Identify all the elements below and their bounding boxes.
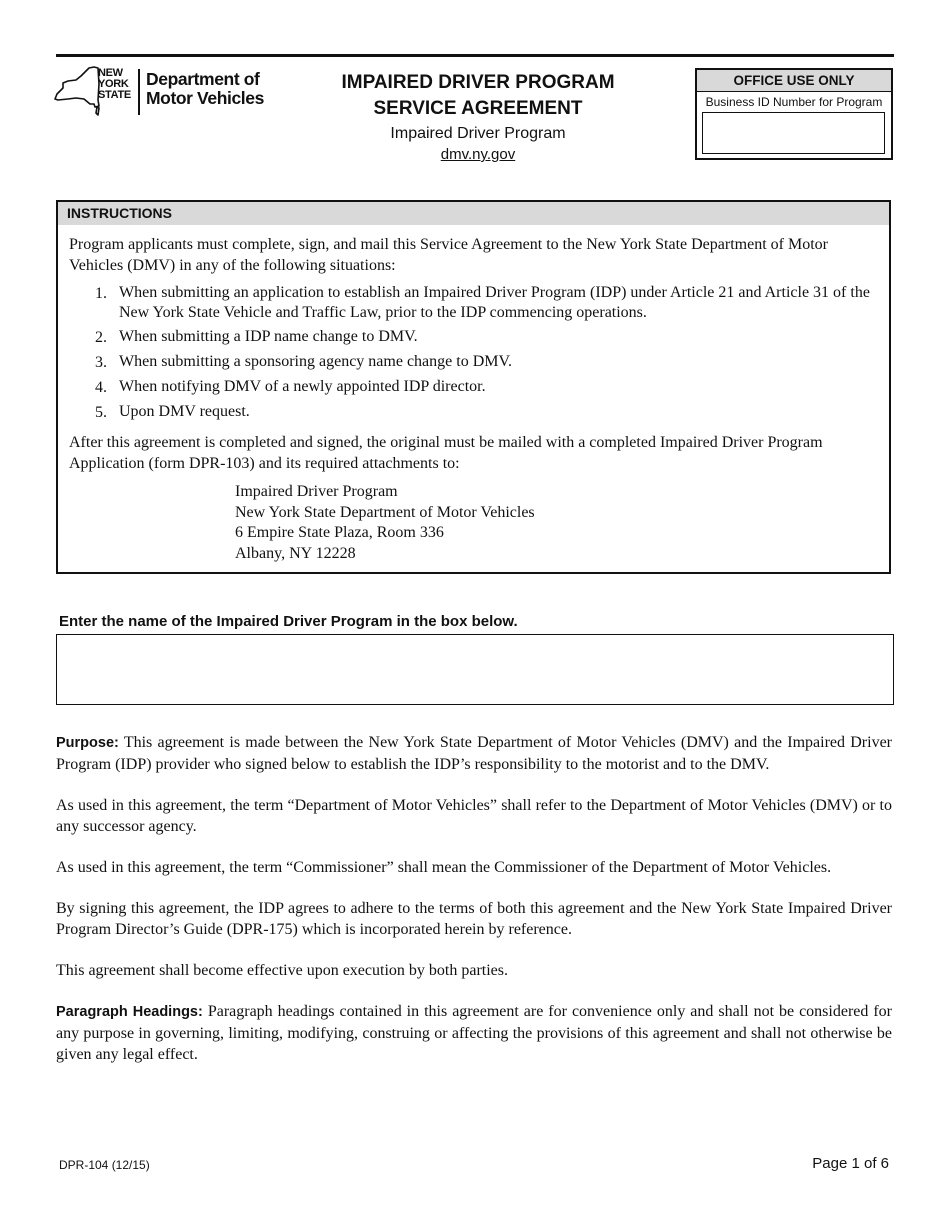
page-number: Page 1 of 6 — [812, 1155, 889, 1172]
list-item: 1. When submitting an application to establish an Impaired Driver Program (IDP) under Article 21 and Article 31 of the New York State Vehicle and Traffic Law, prior to the IDP commencing operations. — [95, 284, 870, 321]
instructions-after: After this agreement is completed and signed, the original must be mailed with a completed Impaired Driver Program Application (form DPR-103) and its required attachments to: — [69, 434, 823, 472]
title-block — [300, 70, 656, 165]
instructions-box — [56, 200, 891, 574]
paragraph-headings-label: Paragraph Headings: — [56, 1004, 203, 1020]
program-name-label: Enter the name of the Impaired Driver Program in the box below. — [59, 613, 518, 630]
commissioner-definition-paragraph: As used in this agreement, the term “Commissioner” shall mean the Commissioner of the Department of Motor Vehicles. — [56, 859, 832, 876]
adherence-paragraph: By signing this agreement, the IDP agrees to adhere to the terms of both this agreement and the New York State Impaired Driver Program Director’s Guide (DPR-175) which is incorporated herein by reference. — [56, 900, 892, 938]
agreement-text — [56, 732, 892, 1085]
address-line: Impaired Driver Program — [235, 483, 398, 500]
office-use-heading: OFFICE USE ONLY — [697, 70, 891, 92]
dept-wordmark: Department of Motor Vehicles — [146, 69, 264, 108]
top-rule — [56, 54, 894, 57]
address-line: 6 Empire State Plaza, Room 336 — [235, 524, 444, 541]
form-subtitle: Impaired Driver Program — [390, 125, 566, 142]
dmv-definition-paragraph: As used in this agreement, the term “Department of Motor Vehicles” shall refer to the Department of Motor Vehicles (DMV) or to any successor agency. — [56, 797, 892, 835]
business-id-label: Business ID Number for Program — [705, 95, 883, 109]
purpose-paragraph: Purpose: This agreement is made between the New York State Department of Motor Vehicles (DMV) and the Impaired Driver Program (IDP) provider who signed below to establish the IDP’s responsibility to the motorist and to the DMV. — [56, 734, 893, 773]
office-use-box — [695, 68, 893, 160]
situations-list — [69, 283, 879, 423]
list-item: 4. When notifying DMV of a newly appointed IDP director. — [95, 378, 486, 396]
program-name-field[interactable] — [56, 634, 894, 705]
logo-divider — [138, 69, 140, 115]
business-id-field[interactable] — [702, 112, 885, 154]
mailing-address — [235, 482, 879, 564]
address-line: Albany, NY 12228 — [235, 544, 356, 562]
form-id: DPR-104 (12/15) — [59, 1158, 150, 1172]
dmv-website-link[interactable]: dmv.ny.gov — [440, 146, 516, 163]
form-title-line2: SERVICE AGREEMENT — [373, 98, 583, 119]
paragraph-headings-paragraph: Paragraph Headings: Paragraph headings contained in this agreement are for convenience only and shall not be considered for any purpose in governing, limiting, modifying, construing or affecting the provisions of this agreement and shall not otherwise be given any legal effect. — [56, 1003, 893, 1063]
form-title-line1: IMPAIRED DRIVER PROGRAM — [341, 72, 615, 93]
address-line: New York State Department of Motor Vehicles — [235, 503, 535, 521]
list-item: 3. When submitting a sponsoring agency name change to DMV. — [95, 353, 512, 371]
nys-dmv-logo — [54, 66, 269, 118]
list-item: 2. When submitting a IDP name change to DMV. — [95, 328, 418, 346]
list-item: 5. Upon DMV request. — [95, 403, 250, 421]
effective-paragraph: This agreement shall become effective upon execution by both parties. — [56, 962, 508, 979]
ny-state-wordmark: NEW YORK STATE — [98, 67, 131, 101]
instructions-heading: INSTRUCTIONS — [58, 202, 889, 225]
instructions-intro: Program applicants must complete, sign, and mail this Service Agreement to the New York State Department of Motor Vehicles (DMV) in any of the following situations: — [69, 236, 828, 274]
new-york-state-map-icon — [54, 66, 100, 116]
purpose-label: Purpose: — [56, 735, 119, 751]
